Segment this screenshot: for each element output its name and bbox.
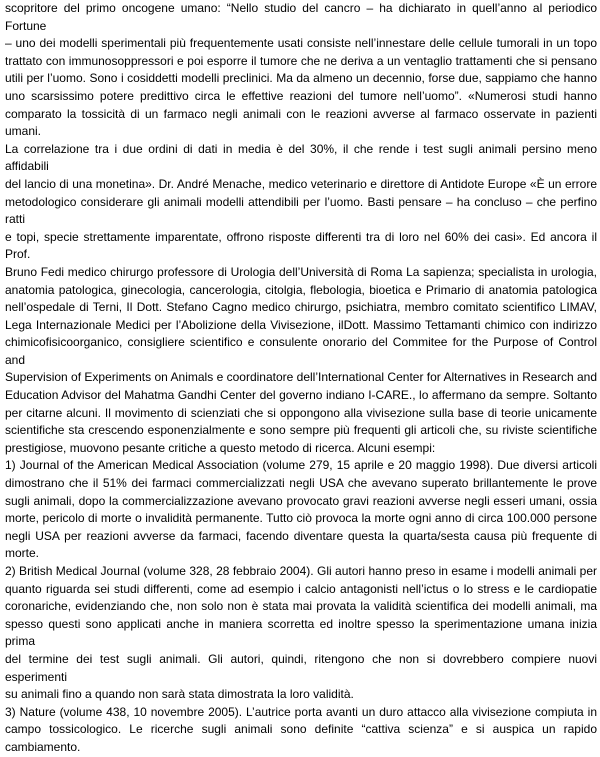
text-line: del lancio di una monetina». Dr. André Menache, medico veterinario e direttore di Antidote Europe «È un errore [5,176,597,191]
text-line: 3) Nature (volume 438, 10 novembre 2005). L’autrice porta avanti un duro attacco alla vivisezione compiuta in [5,704,597,719]
text-line: sugli animali, dopo la commercializzazione avevano provocato gravi reazioni avverse negli esseri umani, ossia [5,493,597,508]
text-line: chimicofisicoorganico, consigliere scientifico e consulente onorario del Commitee for the Purpose of Control and [5,335,597,367]
text-line: La correlazione tra i due ordini di dati in media è del 30%, il che rende i test sugli animali persino meno affidabili [5,141,597,174]
example-1-paragraph [5,457,597,563]
text-line: comparato la tossicità di un farmaco negli animali con le reazioni avverse al farmaco osservate in pazienti umani. [5,106,597,139]
text-line: quanto riguarda sei studi differenti, come ad esempio i calcio antagonisti nell’ictus o lo stress e le cardiopatie [5,581,597,596]
text-line: scientifiche sta crescendo esponenzialmente e sono sempre più frequenti gli articoli che, su riviste scientifiche [5,423,597,438]
text-line: Education Advisor del Mahatma Gandhi Center del governo indiano I-CARE., lo affermano da sempre. Soltanto [5,388,597,403]
text-line: morte, pericolo di morte o invalidità permanente. Tutto ciò provoca la morte ogni anno di circa 100.000 persone [5,511,597,526]
text-line: del termine dei test sugli animali. Gli autori, quindi, ritengono che non si dovrebbero compiere nuovi esperimenti [5,651,597,684]
text-line: metodologico considerare gli animali modelli attendibili per l’uomo. Basti pensare – ha concluso – che perfino ratti [5,194,597,227]
example-2-paragraph [5,563,597,704]
text-line: dimostrano che il 51% dei farmaci commercializzati negli USA che avevano superato brillantemente le prove [5,476,597,491]
text-line: 1) Journal of the American Medical Association (volume 279, 15 aprile e 20 maggio 1998). Due diversi articoli [5,458,597,473]
text-line: su animali fino a quando non sarà stata dimostrata la loro validità. [5,687,354,702]
text-line: uno scarsissimo potere predittivo circa le effettive reazioni del tumore nell’uomo”. «Numerosi studi hanno [5,88,597,103]
text-line: utili per l’uomo. Sono i cosiddetti modelli preclinici. Ma da almeno un decennio, forse due, sappiamo che hanno [5,71,597,86]
text-line: morte. [5,546,40,561]
text-line: coronariche, evidenziando che, non solo non è stata mai provata la validità scientifica dei modelli animali, ma [5,599,597,614]
text-line: cambiamento. [5,739,81,754]
text-line: – uno dei modelli sperimentali più frequentemente usati consiste nell’innestare delle cellule tumorali in un topo [5,36,597,51]
text-line: e topi, specie strettamente imparentate, offrono risposte differenti tra di loro nel 60% dei casi». Ed ancora il Prof. [5,229,597,262]
intro-paragraph [5,0,597,457]
text-line: Bruno Fedi medico chirurgo professore di Urologia dell’Università di Roma La sapienza; specialista in urologia, [5,264,597,279]
example-3-paragraph [5,704,597,757]
text-line: spesso questi sono applicati anche in maniera scorretta ed inoltre spesso la sperimentazione umana inizia prima [5,616,597,649]
text-line: prestigiose, muovono pesante critiche a questo metodo di ricerca. Alcuni esempi: [5,440,436,455]
text-line: 2) British Medical Journal (volume 328, 28 febbraio 2004). Gli autori hanno preso in esame i modelli animali per [5,564,597,578]
text-line: per citarne alcuni. Il movimento di scienziati che si oppongono alla vivisezione sulla base di teorie unicamente [5,405,597,420]
text-line: anatomia patologica, ginecologia, cancerologia, citolgia, flebologia, bioetica e Primario di anatomia patologica [5,282,597,297]
text-line: negli USA per reazioni avverse da farmaci, facendo diventare questa la quarta/sesta causa più frequente di [5,528,597,543]
text-line: campo tossicologico. Le ricerche sugli animali sono definite “cattiva scienza” e si auspica un rapido [5,722,597,737]
text-line: scopritore del primo oncogene umano: “Nello studio del cancro – ha dichiarato in quell’anno al periodico Fortune [5,1,597,33]
text-line: Lega Internazionale Medici per l’Abolizione della Vivisezione, ilDott. Massimo Tettamanti chimico con indirizzo [5,317,597,332]
text-line: nell’ospedale di Terni, Il Dott. Stefano Cagno medico chirurgo, psichiatra, membro comitato scientifico LIMAV, [5,300,597,315]
text-line: Supervision of Experiments on Animals e coordinatore dell’International Center for Alternatives in Research and [5,370,597,385]
text-line: trattato con immunosoppressori e poi esporre il tumore che ne deriva a un ventaglio trattamenti che si pensano [5,53,597,68]
